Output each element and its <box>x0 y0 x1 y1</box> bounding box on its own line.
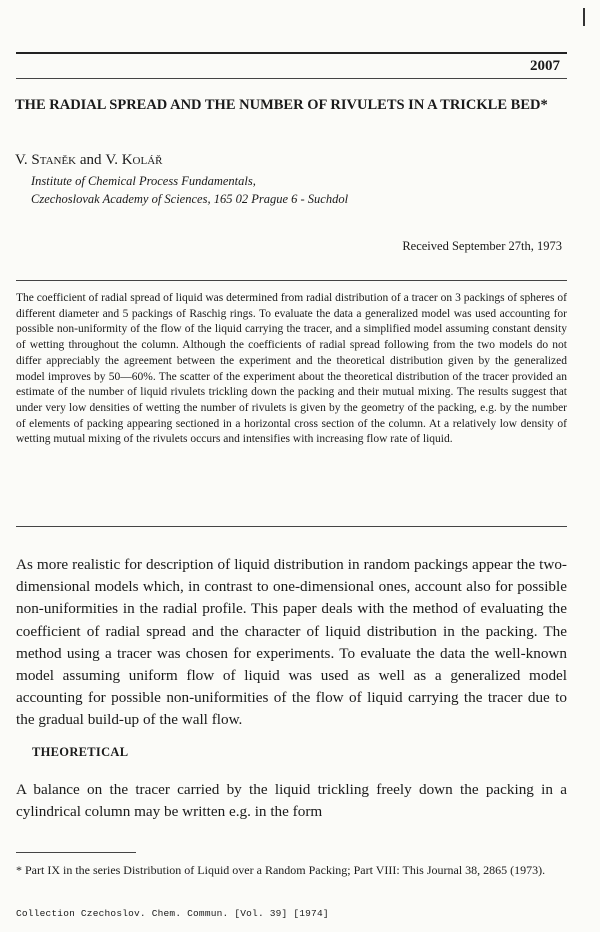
running-footer: Collection Czechoslov. Chem. Commun. [Vol. 39] [1974] <box>16 908 329 919</box>
author-second: V. Kolář <box>105 152 163 168</box>
authors-line <box>15 152 163 169</box>
affiliation <box>31 172 348 208</box>
page-edge-mark <box>583 8 585 26</box>
page-number: 2007 <box>530 58 560 74</box>
theory-paragraph: A balance on the tracer carried by the liquid trickling freely down the packing in a cylindrical column may be written e.g. in the form <box>16 781 567 821</box>
header-rule-lower <box>16 78 567 79</box>
article-title: THE RADIAL SPREAD AND THE NUMBER OF RIVULETS IN A TRICKLE BED* <box>15 97 548 113</box>
abstract-top-rule <box>16 280 567 281</box>
affiliation-line-1: Institute of Chemical Process Fundamentals, <box>31 174 256 188</box>
footnote-rule <box>16 852 136 853</box>
abstract-bottom-rule <box>16 526 567 527</box>
section-heading: THEORETICAL <box>32 745 129 759</box>
author-first: V. Staněk <box>15 152 77 168</box>
received-date: Received September 27th, 1973 <box>402 239 562 253</box>
abstract: The coefficient of radial spread of liquid was determined from radial distribution of a tracer on 3 packings of spheres of different diameter and 5 packings of Raschig rings. To evaluate the data a generalized model was used accounting for possible non-uniformity of the flow of the liquid carrying the tracer, and a simplified model assuming constant density of wetting throughout the column. Although the coefficients of radial spread following from the two models do not differ appreciably the agreement between the experiment and the theoretical distribution given by the generalized model improves by 50—60%. The scatter of the experiment about the theoretical distribution of the tracer provided an estimate of the number of liquid rivulets trickling down the packing and their mutual mixing. The results suggest that under very low densities of wetting the number of rivulets is given by the geometry of the packing, e.g. by the number of elements of packing appearing sectioned in a horizontal cross section of the column. At a relatively low density of wetting mutual mixing of the rivulets occurs and intensifies with increasing flow rate of liquid. <box>16 292 567 446</box>
author-conjunction: and <box>76 152 106 168</box>
header-rule <box>16 52 567 54</box>
affiliation-line-2: Czechoslovak Academy of Sciences, 165 02 Prague 6 - Suchdol <box>31 192 349 206</box>
intro-paragraph: As more realistic for description of liquid distribution in random packings appear the two-dimensional models which, in contrast to one-dimensional ones, account also for possible non-uniformities in the radial profile. This paper deals with the method of evaluating the coefficient of radial spread and the character of liquid distribution in the packing. The method using a tracer was chosen for experiments. To evaluate the data the well-known model assuming uniform flow of liquid was used as well as a generalized model accounting for possible non-uniformities of the flow of liquid carrying the tracer due to the gradual build-up of the wall flow. <box>16 556 567 729</box>
footnote: * Part IX in the series Distribution of Liquid over a Random Packing; Part VIII: This Journal 38, 2865 (1973). <box>16 863 546 877</box>
